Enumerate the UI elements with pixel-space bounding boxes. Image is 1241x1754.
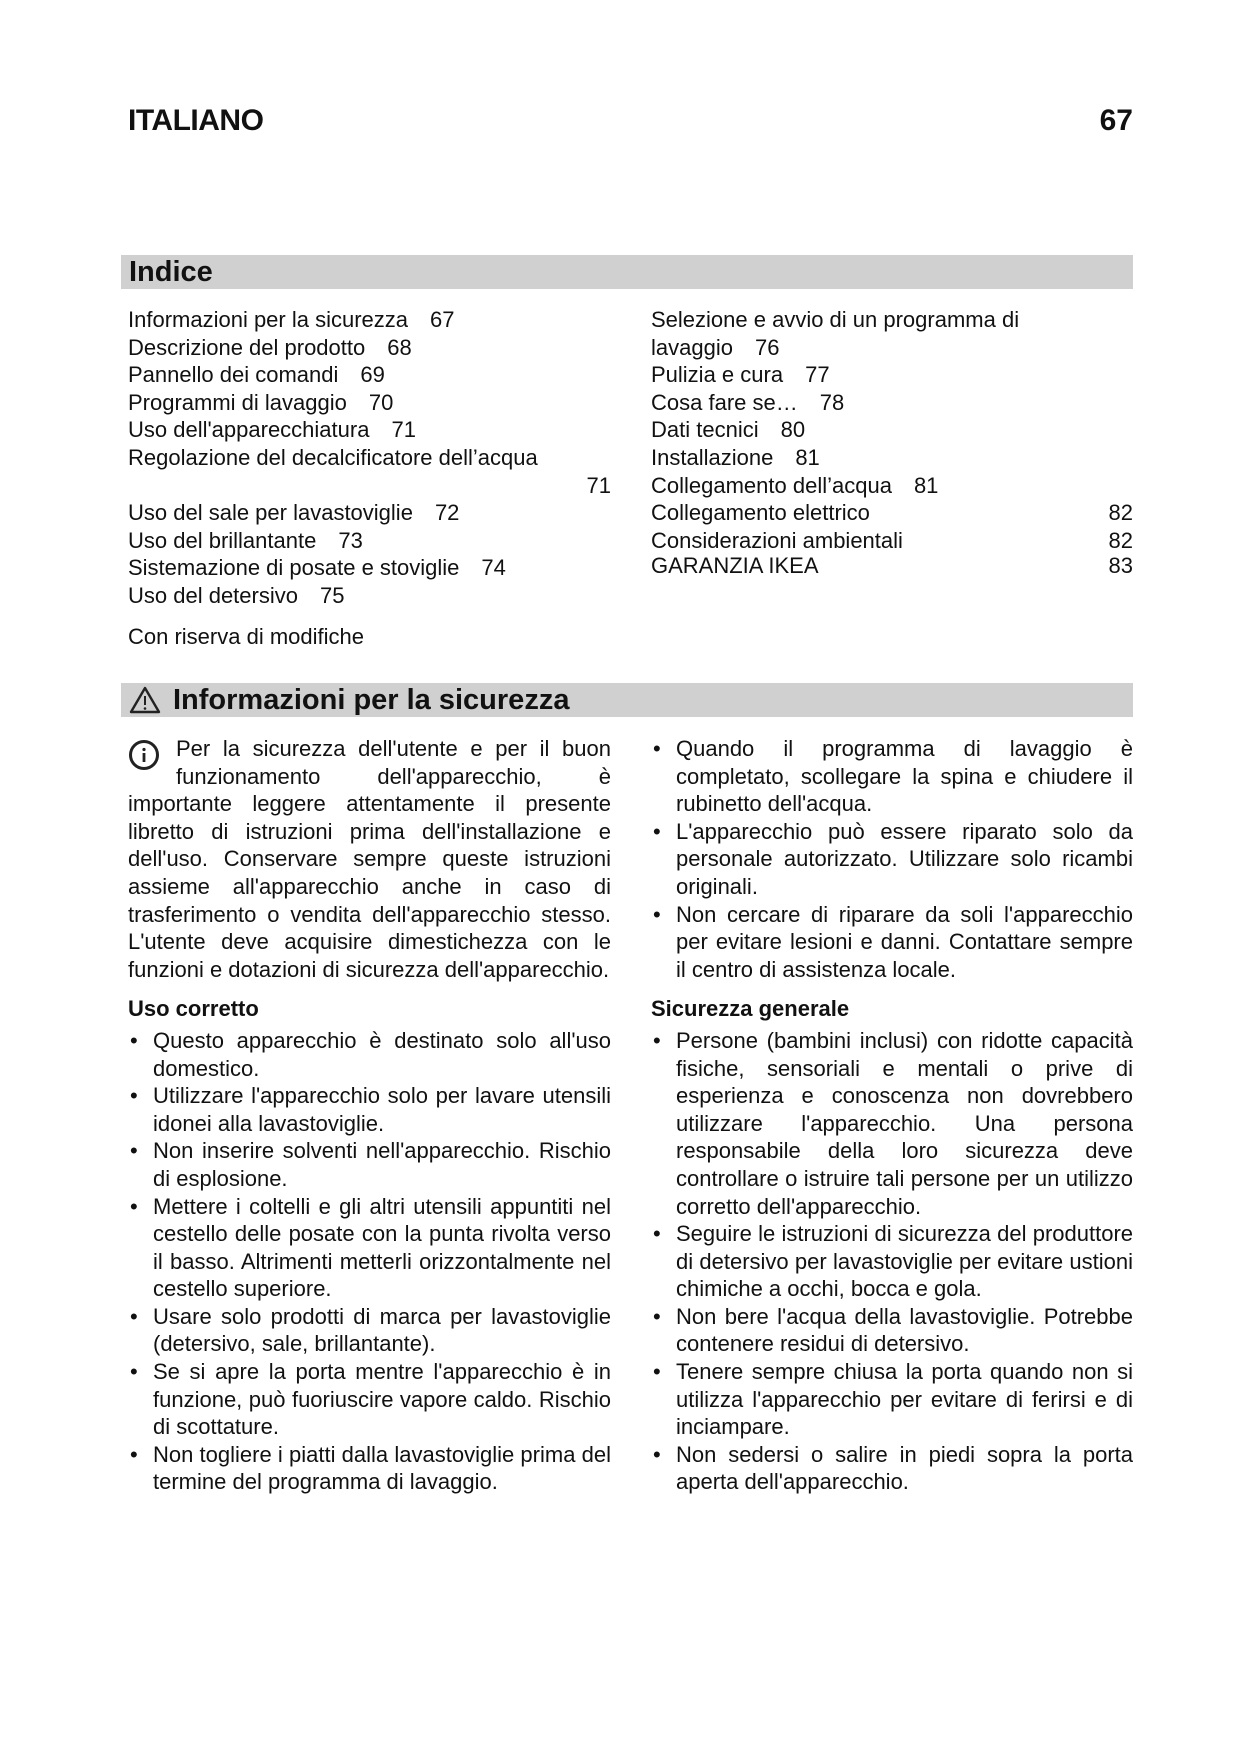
safety-right-column	[651, 735, 1133, 1496]
list-item: • Non sedersi o salire in piedi sopra la porta aperta dell'apparecchio.	[651, 1441, 1133, 1496]
toc-entry[interactable]	[128, 582, 611, 610]
toc-entry-label: Uso dell'apparecchiatura	[128, 417, 370, 443]
toc-entry[interactable]	[128, 499, 611, 527]
safety-heading	[121, 683, 1133, 717]
toc-heading	[121, 255, 1133, 289]
page-number: 67	[1099, 104, 1133, 137]
list-item: • Utilizzare l'apparecchio solo per lavare utensili idonei alla lavastoviglie.	[128, 1082, 611, 1137]
intro-paragraph	[128, 735, 611, 983]
correct-use-heading: Uso corretto	[128, 996, 259, 1022]
info-circle-icon	[128, 739, 160, 771]
toc-entry-page: 73	[338, 527, 363, 553]
toc-entry[interactable]	[651, 444, 1133, 472]
toc-entry-page: 74	[481, 555, 506, 581]
language-label: ITALIANO	[128, 104, 264, 137]
list-item: • Tenere sempre chiusa la porta quando non si utilizza l'apparecchio per evitare di ferirsi e di inciampare.	[651, 1358, 1133, 1441]
toc-right-column	[651, 306, 1133, 578]
toc-entry-label: Dati tecnici	[651, 417, 759, 443]
toc-entry-label: Considerazioni ambientali	[651, 527, 903, 553]
intro-text: Per la sicurezza dell'utente e per il buon funzionamento dell'apparecchio, è importante leggere attentamente il presente libretto di istruzioni prima dell'installazione e dell'uso. Conservare sempre queste istruzioni assieme all'apparecchio anche in caso di trasferimento o vendita dell'apparecchio stesso. L'utente deve acquisire dimestichezza con le funzioni e dotazioni di sicurezza dell'apparecchio.	[128, 736, 611, 982]
toc-entry-page: 81	[913, 472, 939, 498]
toc-entry-label: Installazione	[651, 444, 774, 470]
warning-triangle-icon	[129, 686, 161, 714]
toc-entry[interactable]	[128, 361, 611, 389]
toc-entry-page: 78	[819, 389, 845, 415]
toc-entry[interactable]	[128, 416, 611, 444]
toc-entry-label: Uso del sale per lavastoviglie	[128, 500, 413, 526]
toc-entry-page: 80	[780, 417, 806, 443]
toc-entry-label: Collegamento dell’acqua	[651, 472, 892, 498]
list-item: • Non cercare di riparare da soli l'apparecchio per evitare lesioni e danni. Contattare sempre il centro di assistenza locale.	[651, 901, 1133, 984]
toc-entry-label: Uso del brillantante	[128, 527, 317, 553]
toc-entry-page: 81	[795, 444, 820, 470]
list-item: • Usare solo prodotti di marca per lavastoviglie (detersivo, sale, brillantante).	[128, 1303, 611, 1358]
toc-entry[interactable]	[651, 472, 1133, 500]
toc-entry-page: 71	[586, 472, 611, 498]
toc-entry-label: Pulizia e cura	[651, 362, 784, 388]
toc-entry-label: Collegamento elettrico	[651, 500, 870, 526]
toc-entry-page: 82	[1108, 500, 1133, 526]
toc-entry-page: 68	[387, 334, 412, 360]
list-item: • Quando il programma di lavaggio è completato, scollegare la spina e chiudere il rubinetto dell'acqua.	[651, 735, 1133, 818]
general-safety-list	[651, 1027, 1133, 1496]
toc-entry-label: Selezione e avvio di un programma di	[651, 307, 1020, 332]
toc-entry[interactable]	[651, 389, 1133, 417]
toc-entry[interactable]	[128, 334, 611, 362]
toc-entry-page: 72	[434, 500, 460, 526]
toc-entry[interactable]	[651, 499, 1133, 527]
toc-entry-label-cont: lavaggio	[651, 334, 733, 360]
toc-entry-page: 82	[1108, 527, 1133, 553]
toc-title: Indice	[129, 256, 213, 288]
toc-entry[interactable]	[651, 416, 1133, 444]
toc-entry-page: 69	[360, 362, 385, 388]
list-item: • L'apparecchio può essere riparato solo da personale autorizzato. Utilizzare solo ricambi originali.	[651, 818, 1133, 901]
toc-entry-page: 70	[368, 389, 394, 415]
toc-entry[interactable]	[128, 554, 611, 582]
correct-use-list-cont	[651, 735, 1133, 983]
toc-entry-label: Descrizione del prodotto	[128, 334, 366, 360]
toc-entry[interactable]	[128, 527, 611, 555]
list-item: • Non togliere i piatti dalla lavastoviglie prima del termine del programma di lavaggio.	[128, 1441, 611, 1496]
toc-entry[interactable]	[651, 306, 1133, 361]
toc-entry-page: 75	[319, 582, 345, 608]
toc-entry-page: 71	[391, 417, 416, 443]
toc-entry-label: Uso del detersivo	[128, 582, 298, 608]
toc-entry[interactable]	[651, 527, 1133, 555]
toc-entry-page: 83	[1108, 553, 1133, 579]
toc-entry[interactable]	[651, 554, 1133, 578]
toc-entry-label: Regolazione del decalcificatore dell’acqua	[128, 444, 538, 470]
page-header	[128, 104, 1133, 144]
list-item: • Mettere i coltelli e gli altri utensili appuntiti nel cestello delle posate con la punta rivolta verso il basso. Altrimenti metterli orizzontalmente nel cestello superiore.	[128, 1193, 611, 1303]
list-item: • Se si apre la porta mentre l'apparecchio è in funzione, può fuoriuscire vapore caldo. Rischio di scottature.	[128, 1358, 611, 1441]
toc-entry-label: Cosa fare se…	[651, 389, 798, 415]
list-item: • Non bere l'acqua della lavastoviglie. Potrebbe contenere residui di detersivo.	[651, 1303, 1133, 1358]
general-safety-heading: Sicurezza generale	[651, 996, 850, 1022]
safety-title: Informazioni per la sicurezza	[173, 684, 570, 716]
toc-entry-label: Programmi di lavaggio	[128, 389, 347, 415]
disclaimer-note: Con riserva di modifiche	[128, 624, 364, 649]
toc-entry-label: GARANZIA IKEA	[651, 553, 819, 579]
list-item: • Seguire le istruzioni di sicurezza del produttore di detersivo per lavastoviglie per evitare ustioni chimiche a occhi, bocca e gola.	[651, 1220, 1133, 1303]
toc-entry-page: 76	[754, 334, 780, 360]
list-item: • Questo apparecchio è destinato solo all'uso domestico.	[128, 1027, 611, 1082]
toc-entry[interactable]	[128, 306, 611, 334]
toc-entry-label: Sistemazione di posate e stoviglie	[128, 555, 460, 581]
toc-entry-label: Informazioni per la sicurezza	[128, 307, 409, 332]
toc-left-column	[128, 306, 611, 610]
toc-entry-page: 67	[430, 307, 455, 332]
toc-entry[interactable]	[651, 361, 1133, 389]
list-item: • Persone (bambini inclusi) con ridotte capacità fisiche, sensoriali e mentali o prive di esperienza e conoscenza non dovrebbero utilizzare l'apparecchio. Una persona responsabile della loro sicurezza deve controllare o istruire tali persone per un utilizzo corretto dell'apparecchio.	[651, 1027, 1133, 1220]
toc-entry[interactable]	[128, 389, 611, 417]
toc-entry[interactable]	[128, 444, 611, 499]
list-item: • Non inserire solventi nell'apparecchio. Rischio di esplosione.	[128, 1137, 611, 1192]
correct-use-list	[128, 1027, 611, 1496]
toc-entry-label: Pannello dei comandi	[128, 362, 339, 388]
toc-entry-page: 77	[805, 362, 830, 388]
safety-left-column	[128, 735, 611, 1496]
